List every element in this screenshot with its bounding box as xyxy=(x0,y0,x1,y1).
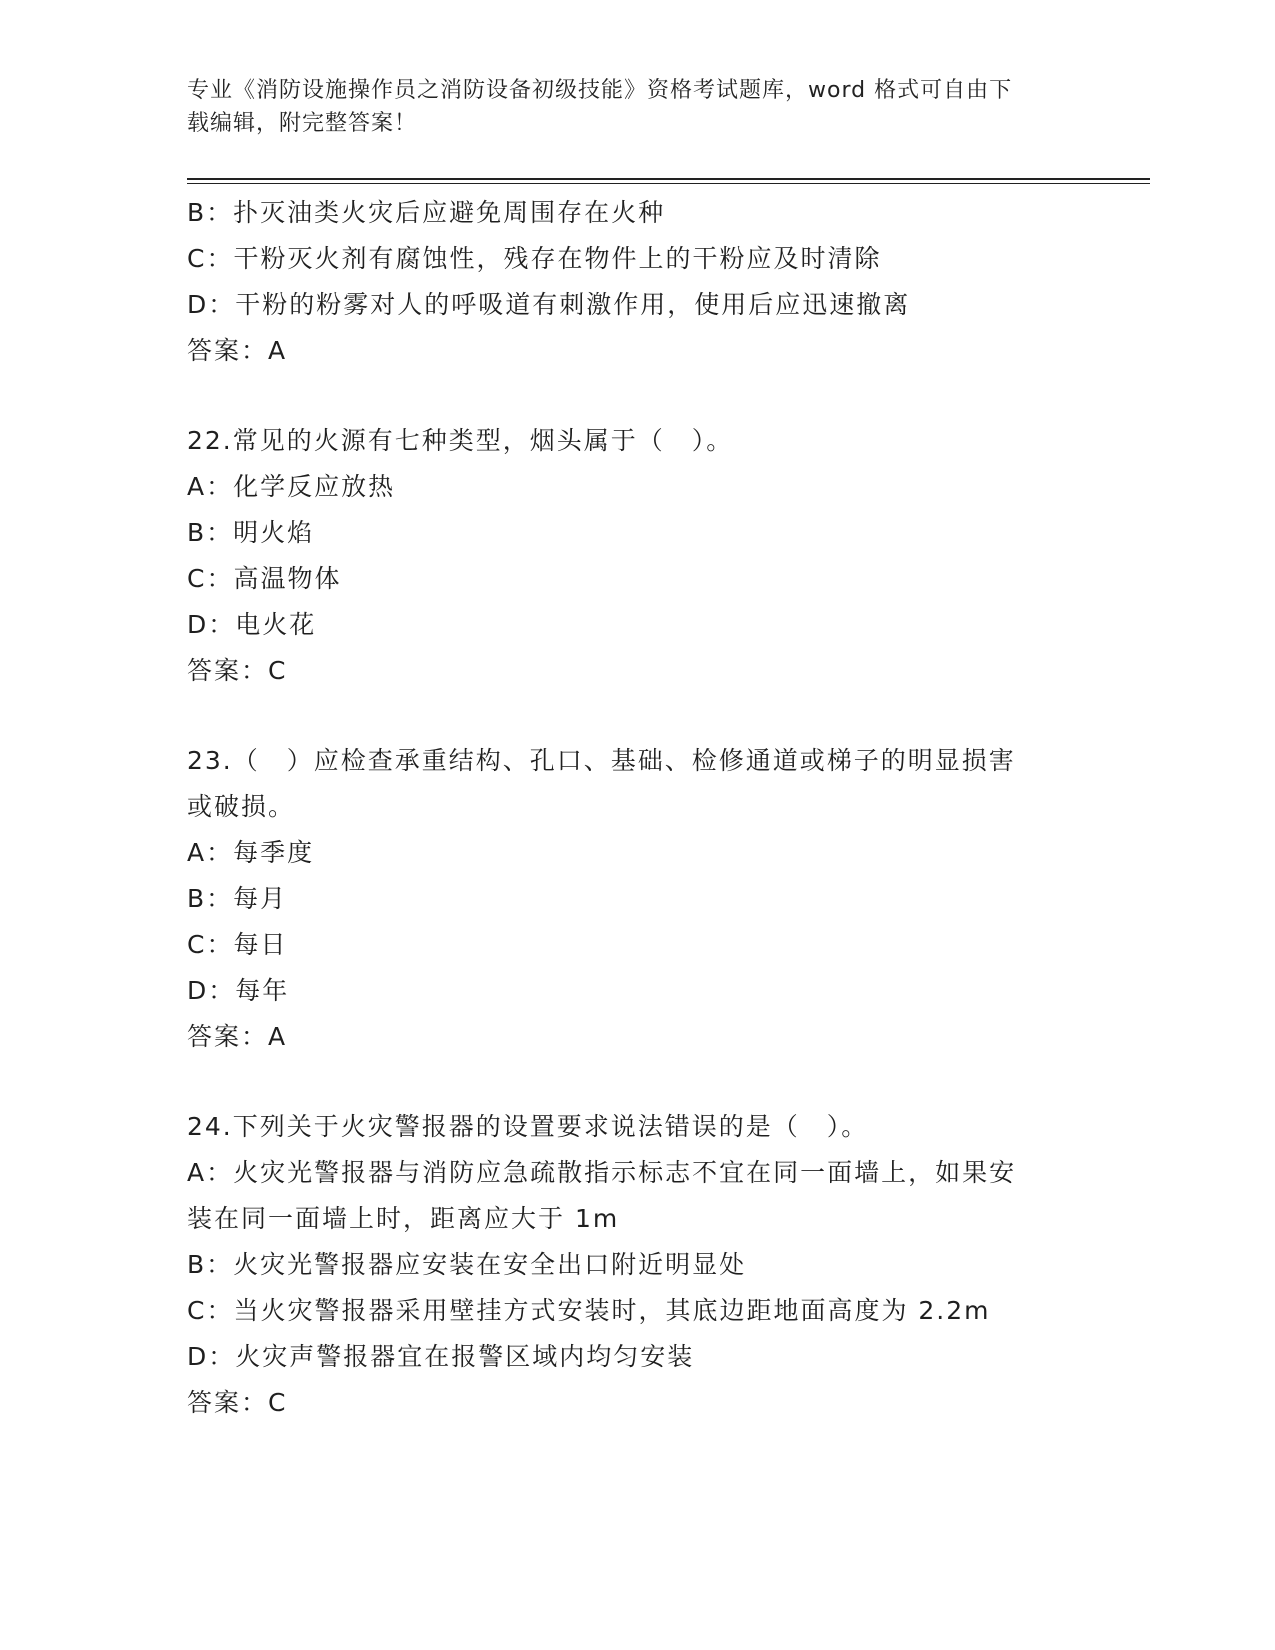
option-c: C：高温物体 xyxy=(187,564,342,593)
option-d: D：电火花 xyxy=(187,610,317,639)
header-line-1: 专业《消防设施操作员之消防设备初级技能》资格考试题库，word 格式可自由下 xyxy=(187,78,1013,103)
question-21 xyxy=(187,190,1087,374)
option-a: A：每季度 xyxy=(187,838,315,867)
question-list xyxy=(187,190,1087,1426)
header-divider-thick xyxy=(187,178,1150,180)
option-b: B：火灾光警报器应安装在安全出口附近明显处 xyxy=(187,1250,747,1279)
option-b: B：扑灭油类火灾后应避免周围存在火种 xyxy=(187,198,666,227)
answer: 答案：C xyxy=(187,656,288,685)
option-d: D：干粉的粉雾对人的呼吸道有刺激作用，使用后应迅速撤离 xyxy=(187,290,911,319)
header-line-2: 载编辑，附完整答案！ xyxy=(187,111,418,136)
answer: 答案：A xyxy=(187,336,288,365)
answer: 答案：C xyxy=(187,1388,288,1417)
header-divider-thin xyxy=(187,183,1150,184)
option-c: C：干粉灭火剂有腐蚀性，残存在物件上的干粉应及时清除 xyxy=(187,244,882,273)
option-a: A：化学反应放热 xyxy=(187,472,396,501)
option-a-line-1: A：火灾光警报器与消防应急疏散指示标志不宜在同一面墙上，如果安 xyxy=(187,1158,1017,1187)
document-header xyxy=(187,74,1067,140)
question-stem: 22.常见的火源有七种类型，烟头属于（ ）。 xyxy=(187,426,734,455)
option-d: D：每年 xyxy=(187,976,290,1005)
option-c: C：每日 xyxy=(187,930,288,959)
question-24 xyxy=(187,1104,1087,1426)
question-stem-line-1: 23.（ ）应检查承重结构、孔口、基础、检修通道或梯子的明显损害 xyxy=(187,746,1016,775)
answer: 答案：A xyxy=(187,1022,288,1051)
option-b: B：每月 xyxy=(187,884,288,913)
question-23 xyxy=(187,738,1087,1060)
option-c: C：当火灾警报器采用壁挂方式安装时，其底边距地面高度为 2.2m xyxy=(187,1296,991,1325)
option-a-line-2: 装在同一面墙上时，距离应大于 1m xyxy=(187,1204,620,1233)
question-stem: 24.下列关于火灾警报器的设置要求说法错误的是（ ）。 xyxy=(187,1112,869,1141)
option-b: B：明火焰 xyxy=(187,518,315,547)
option-d: D：火灾声警报器宜在报警区域内均匀安装 xyxy=(187,1342,695,1371)
question-22 xyxy=(187,418,1087,694)
question-stem-line-2: 或破损。 xyxy=(187,792,296,821)
